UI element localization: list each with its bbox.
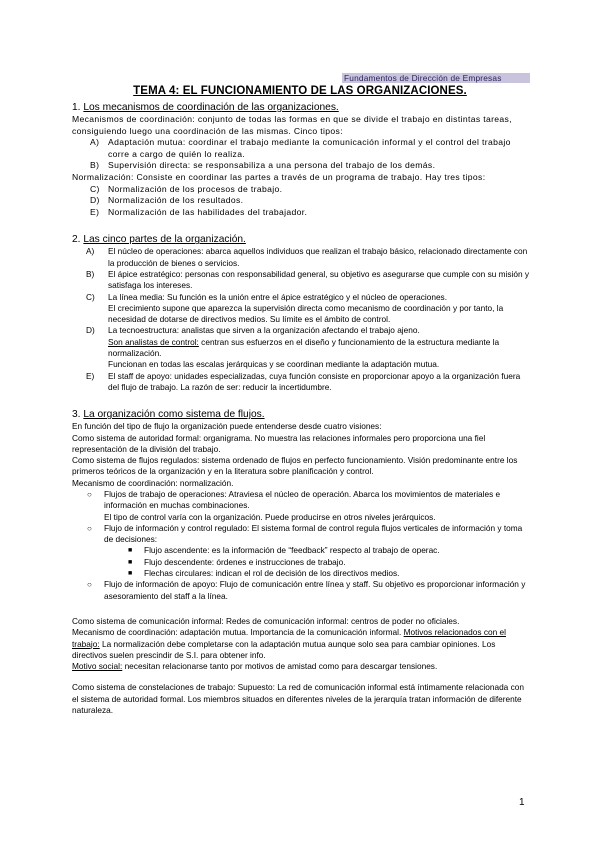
list-item: B) Supervisión directa: se responsabiliza a una persona del trabajo de los demás. [90,160,436,171]
page-number: 1 [519,797,525,808]
list-item: ○ Flujo de información y control regulado: El sistema formal de control regula flujos verticales de información y toma de decisiones: [87,522,523,545]
list-item: B) El ápice estratégico: personas con responsabilidad general, su objetivo es asegurarse que cumple con su misión y satisfaga los intereses. [86,268,530,291]
normalization-paragraph: Normalización: Consiste en coordinar las partes a través de un programa de trabajo. Hay tres tipos: [72,171,486,182]
paragraph: Como sistema de constelaciones de trabajo: Supuesto: La red de comunicación informal está íntimamente relacionada con el sistema de autoridad formal. Los miembros situados en diferentes niveles de la jerarquía tratan información de diferente naturaleza. [72,682,524,716]
paragraph: En función del tipo de flujo la organización puede entenderse desde cuatro visiones: [72,421,382,432]
list-item: C) Normalización de los procesos de trabajo. [90,183,283,194]
section-3-heading: 3. La organización como sistema de flujos. [72,409,265,421]
paragraph: Como sistema de flujos regulados: sistema ordenado de flujos en perfecto funcionamiento. Visión predominante entre los primeros teóricos de la organización y en la literatura sobre planificación y control. [72,455,518,477]
list-item: A) Adaptación mutua: coordinar el trabajo mediante la comunicación informal y el control del trabajo corre a cargo de quién lo realiza. [90,137,511,159]
paragraph: Motivo social: necesitan relacionarse tanto por motivos de amistad como para descargar tensiones. [72,661,438,672]
paragraph: Mecanismo de coordinación: adaptación mutua. Importancia de la comunicación informal. Motivos relacionados con el trabajo: La normalización debe completarse con la adaptación mutua aunque solo sea para cambiar opiniones. Los directivos suelen prescindir de S.I. para obtener info. [72,627,506,660]
list-item: C) La línea media: Su función es la unión entre el ápice estratégico y el núcleo de operaciones. El crecimiento supone que aparezca la supervisión directa como mecanismo de coordinación y por tanto, la necesidad de dotarse de directivos medios. Su límite es el ámbito de control. [86,291,504,325]
list-item: E) El staff de apoyo: unidades especializadas, cuya función consiste en proporcionar apoyo a la organización fuera del flujo de trabajo. La razón de ser: reducir la incertidumbre. [86,370,521,392]
list-item: A) El núcleo de operaciones: abarca aquellos individuos que realizan el trabajo básico, relacionado directamente con la producción de bienes o servicios. [86,246,528,268]
list-item: D) La tecnoestructura: analistas que sirven a la organización afectando el trabajo ajeno. Son analistas de control: centran sus esfuerzos en el diseño y funcionamiento de la estructura mediante la normalización. Funcionan en todas las escalas jerárquicas y se coordinan mediante la adaptación mutua. [86,325,500,370]
page-title: TEMA 4: EL FUNCIONAMIENTO DE LAS ORGANIZACIONES. [133,85,467,97]
list-item: ○ Flujo de información de apoyo: Flujo de comunicación entre línea y staff. Su objetivo es proporcionar información y asesoramiento del staff a la línea. [87,579,526,601]
list-item: D) Normalización de los resultados. [90,195,244,206]
paragraph: Como sistema de comunicación informal: Redes de comunicación informal: centros de poder no oficiales. [72,615,460,626]
course-header-tag: Fundamentos de Dirección de Empresas [342,73,530,83]
list-item: ■ Flujo ascendente: es la información de “feedback” respecto al trabajo de operac. [128,545,440,556]
list-item: ■ Flechas circulares: indican el rol de decisión de los directivos medios. [128,568,400,579]
section-1-intro: Mecanismos de coordinación: conjunto de todas las formas en que se divide el trabajo en distintas tareas, consiguiendo luego una coordinación de las mismas. Cinco tipos: [72,114,512,136]
paragraph: Mecanismo de coordinación: normalización. [72,477,234,488]
section-2-heading: 2. Las cinco partes de la organización. [72,234,246,246]
paragraph: Como sistema de autoridad formal: organigrama. No muestra las relaciones informales pero proporciona una fiel representación de la división del trabajo. [72,432,486,454]
section-1-heading: 1. Los mecanismos de coordinación de las organizaciones. [72,102,339,113]
list-item: ■ Flujo descendente: órdenes e instrucciones de trabajo. [128,556,346,567]
list-item: ○ Flujos de trabajo de operaciones: Atraviesa el núcleo de operación. Abarca los movimientos de materiales e información en muchas combinaciones. El tipo de control varía con la organización. Puede producirse en otros niveles jerárquicos. [87,488,501,522]
document-body [72,100,530,716]
list-item: E) Normalización de las habilidades del trabajador. [90,206,308,217]
